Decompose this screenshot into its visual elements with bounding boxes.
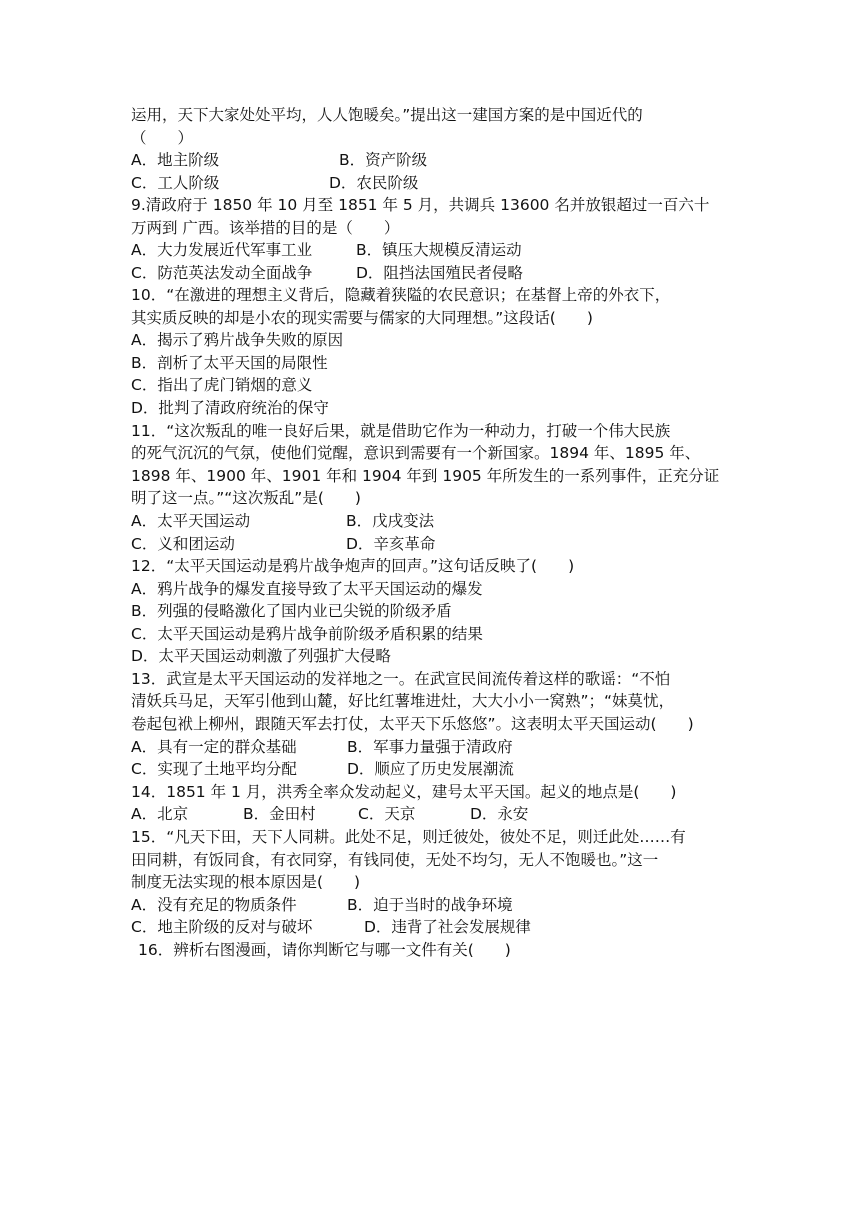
q9-option-b: B．镇压大规模反清运动 xyxy=(356,241,522,259)
q13-option-b: B．军事力量强于清政府 xyxy=(347,738,513,756)
q12-option-a: A．鸦片战争的爆发直接导致了太平天国运动的爆发 xyxy=(131,580,483,598)
q11-stem-line-3: 1898 年、1900 年、1901 年和 1904 年到 1905 年所发生的一系列事件，正充分证 xyxy=(131,467,720,485)
q8-options-row-1 xyxy=(131,149,751,171)
q14-option-a: A．北京 xyxy=(131,805,189,823)
q12-option-c: C．太平天国运动是鸦片战争前阶级矛盾积累的结果 xyxy=(131,625,483,643)
q11-options-row-1 xyxy=(131,510,751,532)
q9-option-c: C．防范英法发动全面战争 xyxy=(131,264,313,282)
q14-option-d: D．永安 xyxy=(470,805,529,823)
q9-options-row-1 xyxy=(131,239,751,261)
q10-stem-line-2: 其实质反映的却是小农的现实需要与儒家的大同理想。”这段话( ) xyxy=(131,309,593,327)
q13-option-d: D．顺应了历史发展潮流 xyxy=(347,760,514,778)
q8-options-row-2 xyxy=(131,172,751,194)
q14-option-b: B．金田村 xyxy=(243,805,316,823)
q10-option-d: D．批判了清政府统治的保守 xyxy=(131,399,329,417)
q15-option-c: C．地主阶级的反对与破坏 xyxy=(131,918,313,936)
q13-stem-line-3: 卷起包袱上柳州，跟随天军去打仗，太平天下乐悠悠”。这表明太平天国运动( ) xyxy=(131,715,694,733)
q15-stem-line-2: 田同耕，有饭同食，有衣同穿，有钱同使，无处不均匀，无人不饱暖也。”这一 xyxy=(131,851,659,869)
q11-option-a: A．太平天国运动 xyxy=(131,512,251,530)
q10-option-c: C．指出了虎门销烟的意义 xyxy=(131,376,313,394)
q10-stem-line-1: 10．“在激进的理想主义背后，隐藏着狭隘的农民意识；在基督上帝的外衣下， xyxy=(131,286,671,304)
q11-stem-line-1: 11．“这次叛乱的唯一良好后果，就是借助它作为一种动力，打破一个伟大民族 xyxy=(131,422,671,440)
q11-stem-line-4: 明了这一点。”“这次叛乱”是( ) xyxy=(131,489,361,507)
q15-stem-line-3: 制度无法实现的根本原因是( ) xyxy=(131,873,361,891)
q11-option-d: D．辛亥革命 xyxy=(346,535,436,553)
q11-option-c: C．义和团运动 xyxy=(131,535,235,553)
q11-options-row-2 xyxy=(131,533,751,555)
q15-option-b: B．迫于当时的战争环境 xyxy=(347,896,513,914)
q8-option-d: D．农民阶级 xyxy=(329,174,419,192)
q8-option-a: A．地主阶级 xyxy=(131,151,220,169)
q12-option-d: D．太平天国运动刺激了列强扩大侵略 xyxy=(131,647,391,665)
q8-stem-line-1: 运用，天下大家处处平均，人人饱暖矣。”提出这一建国方案的是中国近代的 xyxy=(131,106,643,124)
q14-options-row xyxy=(131,803,751,825)
q15-option-d: D．违背了社会发展规律 xyxy=(364,918,531,936)
q8-option-c: C．工人阶级 xyxy=(131,174,220,192)
q16-stem-line-1: 16．辨析右图漫画，请你判断它与哪一文件有关( ) xyxy=(138,941,511,959)
q8-option-b: B．资产阶级 xyxy=(339,151,428,169)
q11-stem-line-2: 的死气沉沉的气氛，使他们觉醒，意识到需要有一个新国家。1894 年、1895 年、 xyxy=(131,444,701,462)
q14-option-c: C．天京 xyxy=(358,805,416,823)
q13-option-a: A．具有一定的群众基础 xyxy=(131,738,297,756)
q12-option-b: B．列强的侵略激化了国内业已尖锐的阶级矛盾 xyxy=(131,602,452,620)
q13-options-row-2 xyxy=(131,758,751,780)
q15-options-row-2 xyxy=(131,916,751,938)
q15-options-row-1 xyxy=(131,894,751,916)
q8-stem-line-2: （ ） xyxy=(131,129,194,147)
q9-option-a: A．大力发展近代军事工业 xyxy=(131,241,313,259)
q10-option-a: A．揭示了鸦片战争失败的原因 xyxy=(131,331,344,349)
q13-stem-line-1: 13．武宣是太平天国运动的发祥地之一。在武宣民间流传着这样的歌谣：“不怕 xyxy=(131,670,671,688)
q11-option-b: B．戊戌变法 xyxy=(346,512,435,530)
q13-option-c: C．实现了土地平均分配 xyxy=(131,760,297,778)
q13-options-row-1 xyxy=(131,736,751,758)
q10-option-b: B．剖析了太平天国的局限性 xyxy=(131,354,328,372)
q15-stem-line-1: 15．“凡天下田，天下人同耕。此处不足，则迁彼处，彼处不足，则迁此处……有 xyxy=(131,828,686,846)
q9-options-row-2 xyxy=(131,262,751,284)
q12-stem-line-1: 12．“太平天国运动是鸦片战争炮声的回声。”这句话反映了( ) xyxy=(131,557,575,575)
q9-option-d: D．阻挡法国殖民者侵略 xyxy=(356,264,523,282)
q14-stem-line-1: 14．1851 年 1 月，洪秀全率众发动起义，建号太平天国。起义的地点是( ) xyxy=(131,783,677,801)
q15-option-a: A．没有充足的物质条件 xyxy=(131,896,297,914)
q9-stem-line-2: 万两到 广西。该举措的目的是（ ） xyxy=(131,219,400,237)
q9-stem-line-1: 9.清政府于 1850 年 10 月至 1851 年 5 月，共调兵 13600 名并放银超过一百六十 xyxy=(131,196,710,214)
q13-stem-line-2: 清妖兵马足，天军引他到山麓，好比红薯堆进灶，大大小小一窝熟”；“妹莫忧， xyxy=(131,692,675,710)
